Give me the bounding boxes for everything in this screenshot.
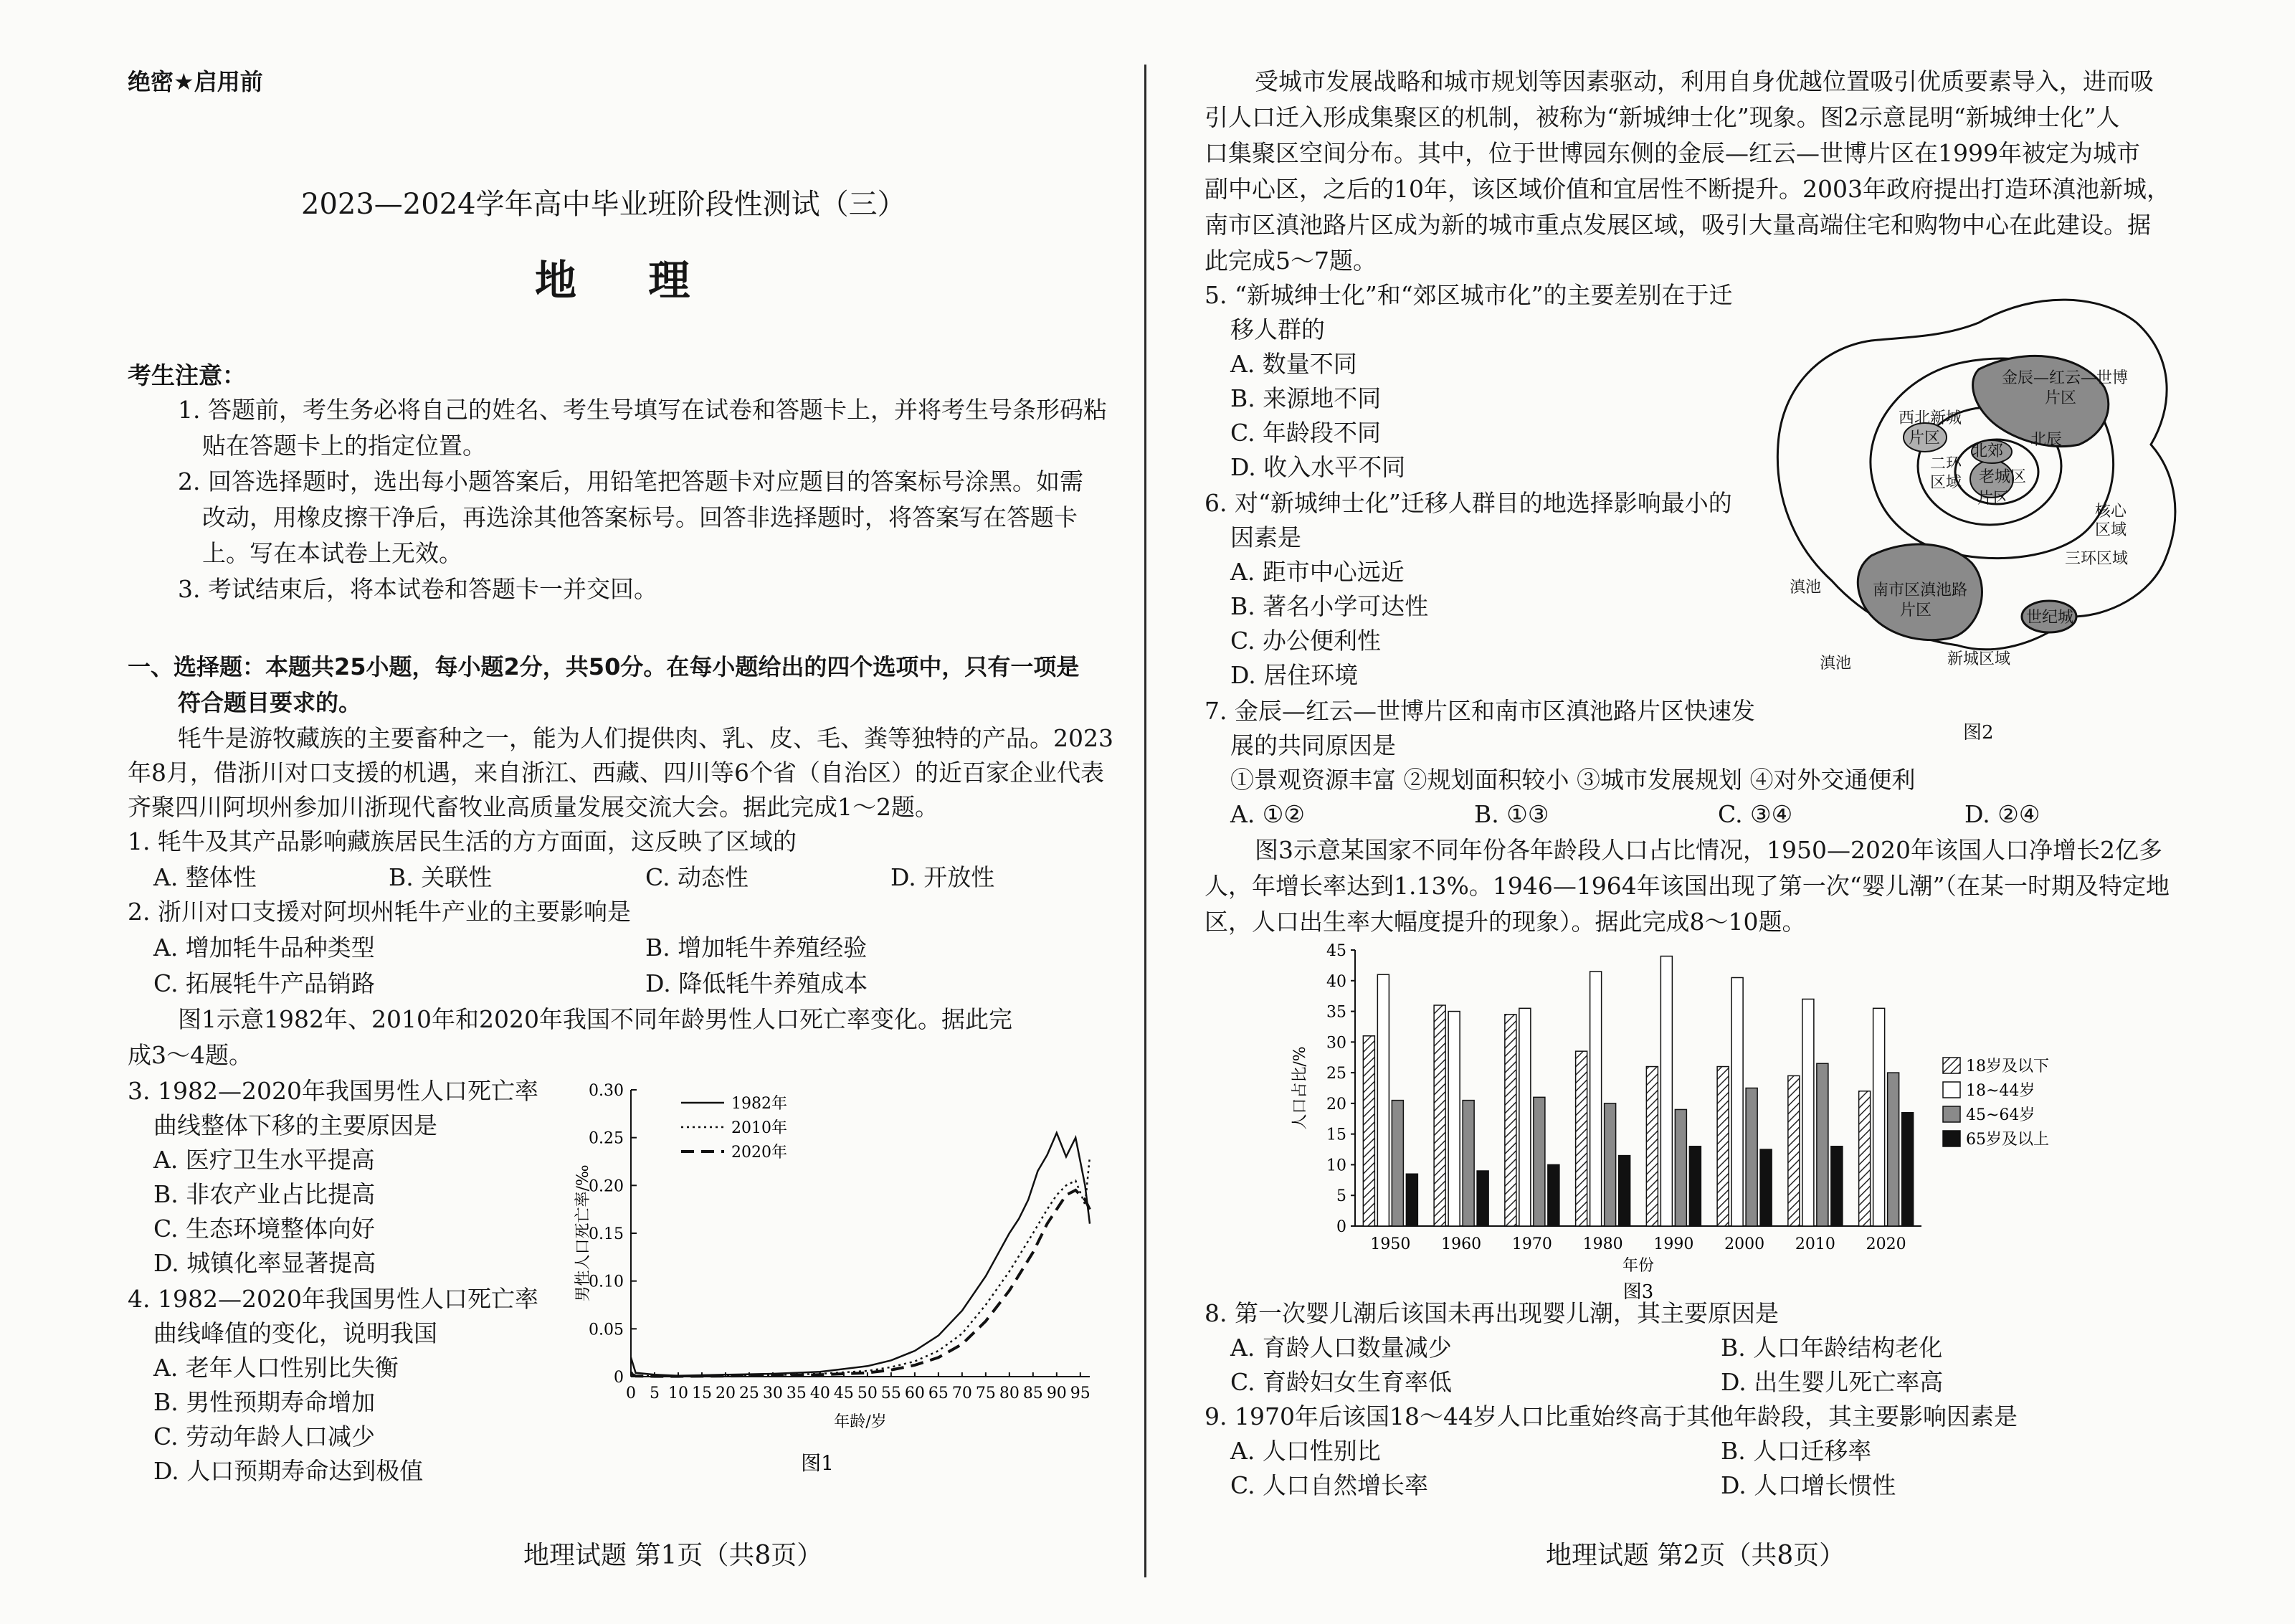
option-d: D. ②④ <box>1964 800 2040 828</box>
option-d: D. 开放性 <box>890 863 995 891</box>
fig1-x-tick-label: 55 <box>880 1385 901 1402</box>
fig3-legend-swatch <box>1943 1058 1960 1073</box>
fig1-series-line <box>631 1133 1090 1376</box>
fig1-caption: 图1 <box>801 1451 834 1475</box>
map-label: 片区 <box>1900 602 1932 619</box>
fig3-y-label: 人口占比/% <box>1291 1046 1309 1130</box>
intro-paragraph: 南市区滇池路片区成为新的城市重点发展区域，吸引大量高端住宅和购物中心在此建设。据 <box>1204 211 2151 239</box>
option-c: C. 办公便利性 <box>1230 627 1382 655</box>
fig3-x-tick-label: 2010 <box>1795 1235 1835 1253</box>
fig1-x-tick-label: 5 <box>649 1385 660 1402</box>
map-label: 区域 <box>2095 521 2127 539</box>
question-stem: 5. “新城绅士化”和“郊区城市化”的主要差别在于迁 <box>1204 281 1733 309</box>
fig3-bar <box>1902 1113 1914 1226</box>
map-label: 金辰—红云—世博 <box>2002 369 2129 387</box>
intro-paragraph: 齐聚四川阿坝州参加川浙现代畜牧业高质量发展交流大会。据此完成1～2题。 <box>128 793 939 821</box>
option-a: A. 老年人口性别比失衡 <box>153 1354 399 1382</box>
fig3-legend-swatch <box>1943 1106 1960 1122</box>
option-d: D. 降低牦牛养殖成本 <box>645 969 868 997</box>
notice-line: 改动，用橡皮擦干净后，再选涂其他答案标号。回答非选择题时，将答案写在答题卡 <box>202 503 1078 531</box>
fig3-bar <box>1717 1067 1729 1226</box>
fig3-bar <box>1689 1146 1701 1226</box>
fig3-bar <box>1548 1164 1559 1226</box>
question-stem: 3. 1982—2020年我国男性人口死亡率 <box>128 1077 538 1105</box>
figure-3-age-structure-chart <box>1276 936 2108 1303</box>
fig3-bar <box>1590 972 1602 1226</box>
fig1-y-tick-label: 0.05 <box>589 1321 624 1339</box>
fig3-legend-swatch <box>1943 1131 1960 1146</box>
figure-2-kunming-map <box>1764 280 2208 782</box>
fig1-y-tick-label: 0 <box>614 1369 624 1387</box>
fig1-x-label: 年龄/岁 <box>834 1413 887 1431</box>
fig3-y-tick-label: 35 <box>1326 1003 1346 1022</box>
fig3-x-tick-label: 2000 <box>1724 1235 1765 1253</box>
fig1-y-tick-label: 0.30 <box>589 1082 624 1100</box>
option-a: A. 人口性别比 <box>1230 1437 1381 1465</box>
fig1-legend-label: 2020年 <box>731 1144 787 1162</box>
section-heading: 一、选择题：本题共25小题，每小题2分，共50分。在每小题给出的四个选项中，只有一项是 <box>128 653 1080 680</box>
page-footer: 地理试题 第2页（共8页） <box>1546 1541 1845 1570</box>
question-stem: 6. 对“新城绅士化”迁移人群目的地选择影响最小的 <box>1204 489 1732 517</box>
intro-paragraph: 引人口迁入形成集聚区的机制，被称为“新城绅士化”现象。图2示意昆明“新城绅士化”人 <box>1204 103 2120 131</box>
fig3-bar <box>1660 956 1672 1226</box>
fig3-bar <box>1873 1008 1885 1226</box>
question-stem: 曲线整体下移的主要原因是 <box>153 1111 437 1139</box>
option-b: B. 男性预期寿命增加 <box>153 1388 376 1416</box>
map-label: 区域 <box>1930 474 1962 492</box>
figure-2-caption: 图2 <box>1963 722 1994 744</box>
option-b: B. 人口迁移率 <box>1721 1437 1872 1465</box>
fig3-bar <box>1434 1005 1445 1226</box>
option-c: C. 劳动年龄人口减少 <box>153 1423 376 1450</box>
option-b: B. 来源地不同 <box>1230 384 1382 412</box>
fig1-y-tick-label: 0.10 <box>589 1273 624 1291</box>
fig1-y-tick-label: 0.20 <box>589 1177 624 1196</box>
fig1-x-tick-label: 90 <box>1046 1385 1067 1402</box>
intro-paragraph: 人，年增长率达到1.13%。1946—1964年该国出现了第一次“婴儿潮”（在某一时期及特定地 <box>1204 872 2170 900</box>
map-label: 南市区滇池路 <box>1873 581 1968 599</box>
intro-paragraph: 图1示意1982年、2010年和2020年我国不同年龄男性人口死亡率变化。据此完 <box>178 1005 1012 1033</box>
notice-line: 3. 考试结束后，将本试卷和答题卡一并交回。 <box>178 575 657 603</box>
option-c: C. 年龄段不同 <box>1230 419 1382 447</box>
fig3-x-tick-label: 1960 <box>1441 1235 1482 1253</box>
map-label: 新城区域 <box>1947 650 2011 668</box>
fig3-y-tick-label: 10 <box>1326 1157 1346 1175</box>
fig3-bar <box>1731 978 1743 1227</box>
fig3-bar <box>1519 1008 1531 1226</box>
fig1-x-tick-label: 95 <box>1070 1385 1091 1402</box>
option-a: A. 数量不同 <box>1230 350 1357 378</box>
fig3-bar <box>1788 1075 1800 1226</box>
fig1-x-tick-label: 30 <box>762 1385 783 1402</box>
fig3-caption: 图3 <box>1622 1281 1654 1303</box>
map-label: 北郊 <box>1972 442 2004 460</box>
intro-paragraph: 图3示意某国家不同年份各年龄段人口占比情况，1950—2020年该国人口净增长2亿多 <box>1255 836 2162 864</box>
fig3-bar <box>1505 1015 1516 1226</box>
intro-paragraph: 区，人口出生率大幅度提升的现象）。据此完成8～10题。 <box>1204 908 1806 936</box>
fig1-x-tick-label: 40 <box>809 1385 830 1402</box>
option-c: C. 生态环境整体向好 <box>153 1215 376 1243</box>
option-c: C. 动态性 <box>645 863 749 891</box>
fig3-bar <box>1463 1101 1474 1226</box>
fig3-legend-swatch <box>1943 1082 1960 1098</box>
option-d: D. 收入水平不同 <box>1230 453 1406 481</box>
fig3-bar <box>1576 1051 1587 1226</box>
option-d: D. 人口增长惯性 <box>1721 1471 1896 1499</box>
option-a: A. 整体性 <box>153 863 257 891</box>
fig3-legend-label: 65岁及以上 <box>1966 1131 2049 1149</box>
fig1-x-tick-label: 65 <box>928 1385 949 1402</box>
fig3-bar <box>1675 1109 1686 1226</box>
question-stem: 展的共同原因是 <box>1230 731 1396 759</box>
question-stem: 7. 金辰—红云—世博片区和南市区滇池路片区快速发 <box>1204 697 1755 725</box>
map-label: 北辰 <box>2030 431 2063 449</box>
map-label: 核心 <box>2095 503 2127 521</box>
map-label: 二环 <box>1930 455 1962 473</box>
option-d: D. 出生婴儿死亡率高 <box>1721 1368 1944 1396</box>
fig3-y-tick-label: 5 <box>1336 1187 1346 1206</box>
question-stem: 曲线峰值的变化，说明我国 <box>153 1319 437 1347</box>
option-c: C. ③④ <box>1718 800 1793 828</box>
map-label: 片区 <box>1977 490 2010 508</box>
page-divider <box>1144 65 1146 1577</box>
fig1-y-label: 男性人口死亡率/‰ <box>574 1164 592 1302</box>
fig3-x-label: 年份 <box>1622 1257 1655 1275</box>
fig1-x-tick-label: 10 <box>667 1385 688 1402</box>
question-stem: 8. 第一次婴儿潮后该国未再出现婴儿潮，其主要原因是 <box>1204 1299 1779 1327</box>
option-b: B. 关联性 <box>389 863 493 891</box>
fig1-x-tick-label: 80 <box>999 1385 1020 1402</box>
fig3-x-tick-label: 1980 <box>1582 1235 1623 1253</box>
fig3-bar <box>1406 1174 1417 1226</box>
fig3-bar <box>1477 1171 1488 1226</box>
intro-paragraph: 此完成5～7题。 <box>1204 247 1377 275</box>
fig1-x-tick-label: 0 <box>626 1385 636 1402</box>
fig3-bar <box>1831 1146 1843 1226</box>
page-footer: 地理试题 第1页（共8页） <box>523 1541 823 1570</box>
question-stem: 移人群的 <box>1230 315 1325 343</box>
fig1-x-tick-label: 50 <box>857 1385 878 1402</box>
exam-title: 2023—2024学年高中毕业班阶段性测试（三） <box>301 188 906 221</box>
option-a: A. 医疗卫生水平提高 <box>153 1146 375 1174</box>
fig3-y-tick-label: 45 <box>1326 942 1346 960</box>
question-stem: 1. 牦牛及其产品影响藏族居民生活的方方面面，这反映了区域的 <box>128 827 797 855</box>
fig1-x-tick-label: 70 <box>951 1385 972 1402</box>
question-stem: 因素是 <box>1230 523 1301 551</box>
option-b: B. 非农产业占比提高 <box>153 1180 376 1208</box>
map-label: 老城区 <box>1979 468 2027 486</box>
fig3-legend-label: 18岁及以下 <box>1966 1058 2049 1075</box>
map-label: 片区 <box>1909 429 1941 447</box>
notice-line: 1. 答题前，考生务必将自己的姓名、考生号填写在试卷和答题卡上，并将考生号条形码粘 <box>178 396 1107 424</box>
fig3-bar <box>1448 1012 1460 1226</box>
map-label: 滇池 <box>1790 579 1822 597</box>
fig3-bar <box>1746 1088 1757 1227</box>
figure-1-mortality-chart <box>566 1075 1126 1475</box>
fig3-bar <box>1534 1097 1545 1226</box>
fig3-legend-label: 45~64岁 <box>1966 1106 2035 1124</box>
fig3-legend-label: 18~44岁 <box>1966 1082 2035 1100</box>
notice-line: 贴在答题卡上的指定位置。 <box>202 432 486 460</box>
fig1-x-tick-label: 75 <box>975 1385 996 1402</box>
notice-line: 上。写在本试卷上无效。 <box>202 539 462 567</box>
intro-paragraph: 年8月，借浙川对口支援的机遇，来自浙江、西藏、四川等6个省（自治区）的近百家企业代表 <box>128 759 1104 787</box>
fig1-x-tick-label: 25 <box>738 1385 759 1402</box>
option-b: B. 人口年龄结构老化 <box>1721 1334 1943 1362</box>
notice-line: 2. 回答选择题时，选出每小题答案后，用铅笔把答题卡对应题目的答案标号涂黑。如需 <box>178 467 1083 495</box>
fig1-y-tick-label: 0.25 <box>589 1129 624 1148</box>
fig3-bar <box>1802 999 1814 1226</box>
intro-paragraph: 口集聚区空间分布。其中，位于世博园东侧的金辰—红云—世博片区在1999年被定为城市 <box>1204 139 2140 167</box>
fig1-legend-label: 2010年 <box>731 1119 787 1137</box>
fig1-x-tick-label: 45 <box>833 1385 854 1402</box>
fig1-series-line <box>631 1190 1090 1377</box>
fig3-bar <box>1619 1156 1630 1226</box>
subject-title: 地 理 <box>535 256 719 305</box>
fig1-series-line <box>631 1157 1090 1376</box>
secret-label: 绝密★启用前 <box>128 68 263 95</box>
option-b: B. ①③ <box>1474 800 1549 828</box>
option-c: C. 人口自然增长率 <box>1230 1471 1429 1499</box>
fig3-y-tick-label: 20 <box>1326 1095 1346 1113</box>
intro-paragraph: 副中心区，之后的10年，该区域价值和宜居性不断提升。2003年政府提出打造环滇池新城， <box>1204 175 2170 203</box>
fig3-bar <box>1377 974 1389 1226</box>
fig1-x-tick-label: 35 <box>786 1385 807 1402</box>
fig3-x-tick-label: 2020 <box>1866 1235 1906 1253</box>
option-c: C. 育龄妇女生育率低 <box>1230 1368 1453 1396</box>
option-b: B. 著名小学可达性 <box>1230 592 1429 620</box>
fig3-bar <box>1646 1067 1658 1226</box>
fig3-bar <box>1859 1091 1871 1226</box>
intro-paragraph: 牦牛是游牧藏族的主要畜种之一，能为人们提供肉、乳、皮、毛、粪等独特的产品。2023 <box>178 724 1113 752</box>
fig3-x-tick-label: 1950 <box>1370 1235 1411 1253</box>
fig3-bar <box>1760 1149 1772 1226</box>
fig3-bar <box>1392 1101 1403 1226</box>
fig3-y-tick-label: 40 <box>1326 972 1346 991</box>
fig3-bar <box>1363 1036 1374 1226</box>
option-a: A. 距市中心远近 <box>1230 558 1405 586</box>
fig3-bar <box>1817 1063 1828 1226</box>
fig3-bar <box>1888 1073 1899 1226</box>
fig1-x-tick-label: 15 <box>691 1385 712 1402</box>
question-items: ①景观资源丰富 ②规划面积较小 ③城市发展规划 ④对外交通便利 <box>1230 766 1916 794</box>
fig3-y-tick-label: 0 <box>1336 1218 1346 1236</box>
section-heading-cont: 符合题目要求的。 <box>178 689 362 716</box>
option-d: D. 人口预期寿命达到极值 <box>153 1457 424 1485</box>
fig3-y-tick-label: 25 <box>1326 1065 1346 1083</box>
question-stem: 2. 浙川对口支援对阿坝州牦牛产业的主要影响是 <box>128 898 631 926</box>
notice-heading: 考生注意： <box>128 361 246 389</box>
option-a: A. 增加牦牛品种类型 <box>153 934 375 961</box>
option-a: A. 育龄人口数量减少 <box>1230 1334 1452 1362</box>
fig1-x-tick-label: 20 <box>715 1385 736 1402</box>
option-a: A. ①② <box>1230 800 1305 828</box>
fig3-x-tick-label: 1970 <box>1511 1235 1552 1253</box>
fig1-legend-label: 1982年 <box>731 1095 787 1113</box>
option-c: C. 拓展牦牛产品销路 <box>153 969 376 997</box>
question-stem: 4. 1982—2020年我国男性人口死亡率 <box>128 1285 538 1313</box>
fig1-x-tick-label: 85 <box>1022 1385 1043 1402</box>
map-label: 西北新城 <box>1899 409 1962 427</box>
intro-paragraph: 成3～4题。 <box>128 1041 252 1069</box>
option-d: D. 城镇化率显著提高 <box>153 1249 376 1277</box>
fig1-x-tick-label: 60 <box>904 1385 925 1402</box>
map-label: 世纪城 <box>2026 609 2074 627</box>
map-label: 滇池 <box>1820 655 1852 673</box>
fig3-x-tick-label: 1990 <box>1653 1235 1694 1253</box>
map-label: 片区 <box>2045 389 2077 407</box>
option-d: D. 居住环境 <box>1230 661 1359 689</box>
map-label: 三环区域 <box>2065 550 2129 568</box>
option-b: B. 增加牦牛养殖经验 <box>645 934 868 961</box>
question-stem: 9. 1970年后该国18～44岁人口比重始终高于其他年龄段，其主要影响因素是 <box>1204 1402 2018 1430</box>
fig3-y-tick-label: 30 <box>1326 1034 1346 1053</box>
fig1-y-tick-label: 0.15 <box>589 1225 624 1243</box>
fig3-y-tick-label: 15 <box>1326 1126 1346 1144</box>
intro-paragraph: 受城市发展战略和城市规划等因素驱动，利用自身优越位置吸引优质要素导入，进而吸 <box>1255 67 2154 95</box>
fig3-bar <box>1605 1103 1616 1226</box>
